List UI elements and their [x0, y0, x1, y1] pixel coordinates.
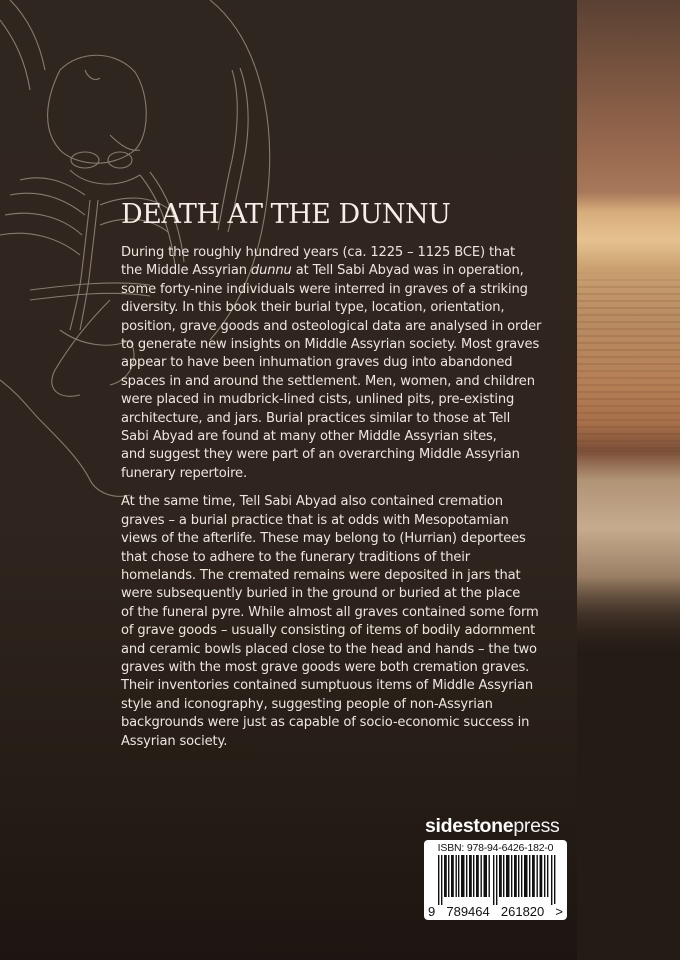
text-line: and ceramic bowls placed close to the head and hands – the two — [121, 641, 537, 657]
text-line: and suggest they were part of an overarching Middle Assyrian — [121, 447, 520, 463]
isbn-label: ISBN: 978-94-6426-182-0 — [437, 842, 554, 854]
blurb-paragraph-1 — [121, 244, 573, 483]
text-line: graves – a burial practice that is at odds with Mesopotamian — [121, 512, 509, 528]
text-line: During the roughly hundred years (ca. 1225 – 1125 BCE) that — [121, 245, 515, 260]
text-line: were placed in mudbrick-lined cists, unlined pits, pre-existing — [121, 392, 515, 408]
text-line: of the funeral pyre. While almost all graves contained some form — [121, 604, 539, 620]
text-line: diversity. In this book their burial type, location, orientation, — [121, 300, 505, 316]
italic-term: dunnu — [250, 263, 292, 279]
text-line: to generate new insights on Middle Assyrian society. Most graves — [121, 337, 540, 353]
text-line: were subsequently buried in the ground or buried at the place — [121, 586, 521, 602]
barcode-icon — [438, 855, 556, 905]
barcode-digits: 9 789464 261820 > — [428, 904, 563, 919]
text-line: style and iconography, suggesting people of non-Assyrian — [121, 696, 493, 712]
text-line: of grave goods – usually consisting of items of bodily adornment — [121, 623, 536, 639]
text-line: graves with the most grave goods were both cremation graves. — [121, 659, 530, 675]
text-line: some forty-nine individuals were interred in graves of a striking — [121, 281, 528, 297]
text-line: position, grave goods and osteological data are analysed in order — [121, 318, 542, 334]
text-line: Assyrian society. — [121, 733, 228, 749]
blurb-paragraph-2 — [121, 493, 573, 751]
text-line: homelands. The cremated remains were deposited in jars that — [121, 567, 521, 583]
text-line: views of the afterlife. These may belong to (Hurrian) deportees — [121, 531, 526, 547]
text-line: appear to have been inhumation graves dug into abandoned — [121, 355, 513, 371]
publisher-logo: sidestonepress — [425, 815, 560, 837]
text-line: Their inventories contained sumptuous items of Middle Assyrian — [121, 678, 533, 694]
text-line: Sabi Abyad are found at many other Middle Assyrian sites, — [121, 429, 497, 445]
isbn-barcode — [424, 840, 567, 920]
text-line: the Middle Assyrian dunnu at Tell Sabi Abyad was in operation, — [121, 263, 524, 279]
book-title: DEATH AT THE DUNNU — [121, 199, 451, 230]
text-line: backgrounds were just as capable of socio-economic success in — [121, 715, 530, 731]
excavation-photo — [577, 0, 680, 960]
text-line: At the same time, Tell Sabi Abyad also contained cremation — [121, 494, 503, 510]
blurb — [121, 244, 573, 761]
text-line: funerary repertoire. — [121, 465, 247, 481]
text-line: that chose to adhere to the funerary traditions of their — [121, 549, 470, 565]
text-line: architecture, and jars. Burial practices similar to those at Tell — [121, 410, 511, 426]
text-line: spaces in and around the settlement. Men, women, and children — [121, 373, 535, 389]
